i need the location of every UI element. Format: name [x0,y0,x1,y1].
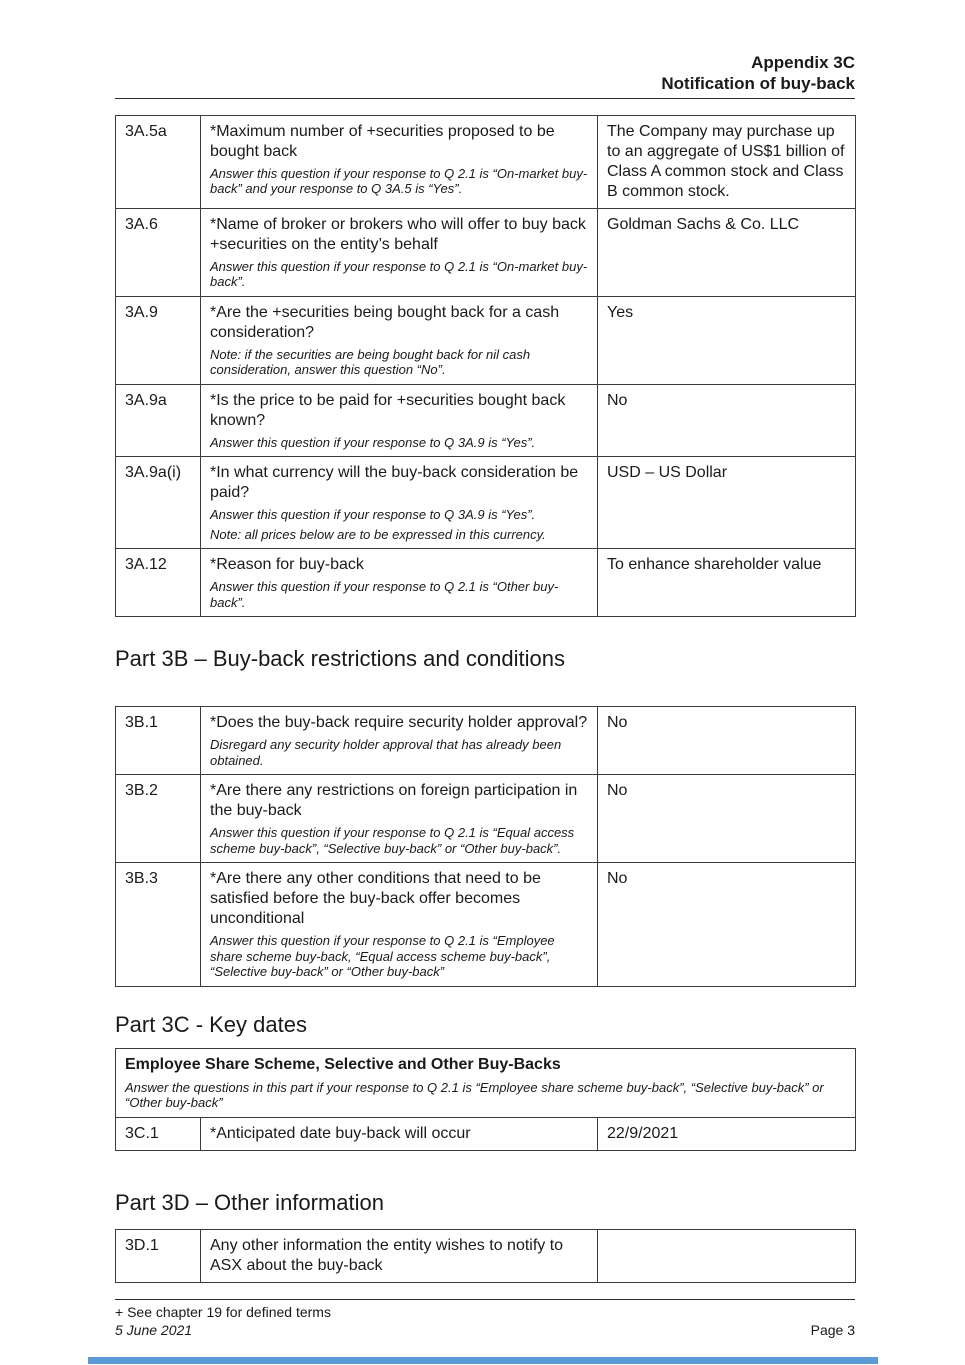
question-note: Disregard any security holder approval that has already been obtained. [210,737,562,768]
part-3b-table [115,706,856,987]
question-id: 3A.6 [116,208,201,296]
part-3d-table [115,1229,856,1283]
question-note: Answer this question if your response to Q 2.1 is “Employee share scheme buy-back, “Equal access scheme buy-back”, “Selective buy-back” or “Other buy-back” [210,933,555,979]
table-row-3b1 [116,707,856,775]
question-id: 3B.3 [116,863,201,987]
question-cell [201,1229,598,1282]
question-note: Note: all prices below are to be expressed in this currency. [210,526,546,542]
question-text: *Are there any other conditions that need to be satisfied before the buy-back offer becomes unconditional [210,870,541,927]
question-id: 3C.1 [116,1117,201,1150]
question-id: 3A.9 [116,296,201,384]
answer-text: No [598,384,856,457]
question-cell [201,549,598,617]
question-id: 3B.2 [116,775,201,863]
question-text: Any other information the entity wishes to notify to ASX about the buy-back [210,1236,564,1274]
question-id: 3B.1 [116,707,201,775]
question-text: *In what currency will the buy-back consideration be paid? [210,464,579,501]
answer-text: 22/9/2021 [598,1117,856,1150]
table-row-3b3 [116,863,856,987]
answer-text: USD – US Dollar [598,457,856,549]
answer-text: No [598,775,856,863]
page-footer [115,1303,855,1339]
part-3c-heading: Part 3C - Key dates [115,1011,307,1037]
table-row-3a9a [116,384,856,457]
table-row-3d1 [116,1229,856,1282]
footer-defined-terms: + See chapter 19 for defined terms [115,1303,331,1320]
question-note: Answer this question if your response to Q 2.1 is “Equal access scheme buy-back”, “Selective buy-back” or “Other buy-back”. [210,825,575,856]
question-text: *Is the price to be paid for +securities bought back known? [210,391,566,429]
question-text: *Are there any restrictions on foreign participation in the buy-back [210,782,578,819]
footer-left [115,1303,331,1339]
doc-title: Appendix 3C [751,53,855,72]
bottom-accent-bar [88,1357,878,1364]
table-row-3a6 [116,208,856,296]
question-cell [201,384,598,457]
footer-rule [115,1299,855,1300]
question-id: 3A.5a [116,115,201,208]
question-cell [201,115,598,208]
answer-text: The Company may purchase up to an aggregate of US$1 billion of Class A common stock and Class B common stock. [598,115,856,208]
answer-text: To enhance shareholder value [598,549,856,617]
question-cell [201,1117,598,1150]
part-3c-table [115,1048,856,1151]
doc-subtitle: Notification of buy-back [661,74,855,94]
question-text: *Reason for buy-back [210,556,364,573]
question-note: Note: if the securities are being bought back for nil cash consideration, answer this question “No”. [210,346,531,377]
table-banner-row [116,1048,856,1117]
question-id: 3A.9a [116,384,201,457]
table-row-3b2 [116,775,856,863]
doc-header [115,52,855,95]
question-note: Answer this question if your response to Q 2.1 is “Other buy-back”. [210,579,559,610]
question-id: 3A.12 [116,549,201,617]
question-id: 3D.1 [116,1229,201,1282]
banner-note: Answer the questions in this part if your response to Q 2.1 is “Employee share scheme buy-back”, “Selective buy-back” or “Other buy-back” [125,1079,824,1110]
table-row-3a12 [116,549,856,617]
question-note: Answer this question if your response to Q 2.1 is “On-market buy-back”. [210,258,588,289]
table-row-3a9 [116,296,856,384]
answer-text: No [598,863,856,987]
part-3d-heading: Part 3D – Other information [115,1189,385,1215]
table-row-3a9ai [116,457,856,549]
question-text: *Anticipated date buy-back will occur [210,1124,471,1142]
question-text: *Name of broker or brokers who will offer to buy back +securities on the entity’s behalf [210,215,586,253]
footer-page-number: Page 3 [810,1321,855,1338]
question-text: *Does the buy-back require security holder approval? [210,714,588,731]
part-3b-heading: Part 3B – Buy-back restrictions and conditions [115,646,566,671]
banner-title: Employee Share Scheme, Selective and Other Buy-Backs [125,1055,561,1073]
answer-text: Yes [598,296,856,384]
question-cell [201,775,598,863]
answer-text: Goldman Sachs & Co. LLC [598,208,856,296]
question-note: Answer this question if your response to Q 3A.9 is “Yes”. [210,434,536,450]
question-note: Answer this question if your response to Q 2.1 is “On-market buy-back” and your response to Q 3A.5 is “Yes”. [210,165,588,196]
question-text: *Maximum number of +securities proposed to be bought back [210,122,555,160]
question-cell [201,707,598,775]
banner-cell [116,1048,856,1117]
question-cell [201,208,598,296]
answer-text: No [598,707,856,775]
question-text: *Are the +securities being bought back for a cash consideration? [210,303,560,341]
header-rule [115,98,855,99]
question-cell [201,863,598,987]
question-cell [201,296,598,384]
question-id: 3A.9a(i) [116,457,201,549]
question-note: Answer this question if your response to Q 3A.9 is “Yes”. [210,507,536,522]
table-row-3c1 [116,1117,856,1150]
table-row-3a5a [116,115,856,208]
footer-date: 5 June 2021 [115,1321,193,1338]
answer-cell-empty [598,1229,856,1282]
part-3a-table [115,115,856,618]
question-cell [201,457,598,549]
